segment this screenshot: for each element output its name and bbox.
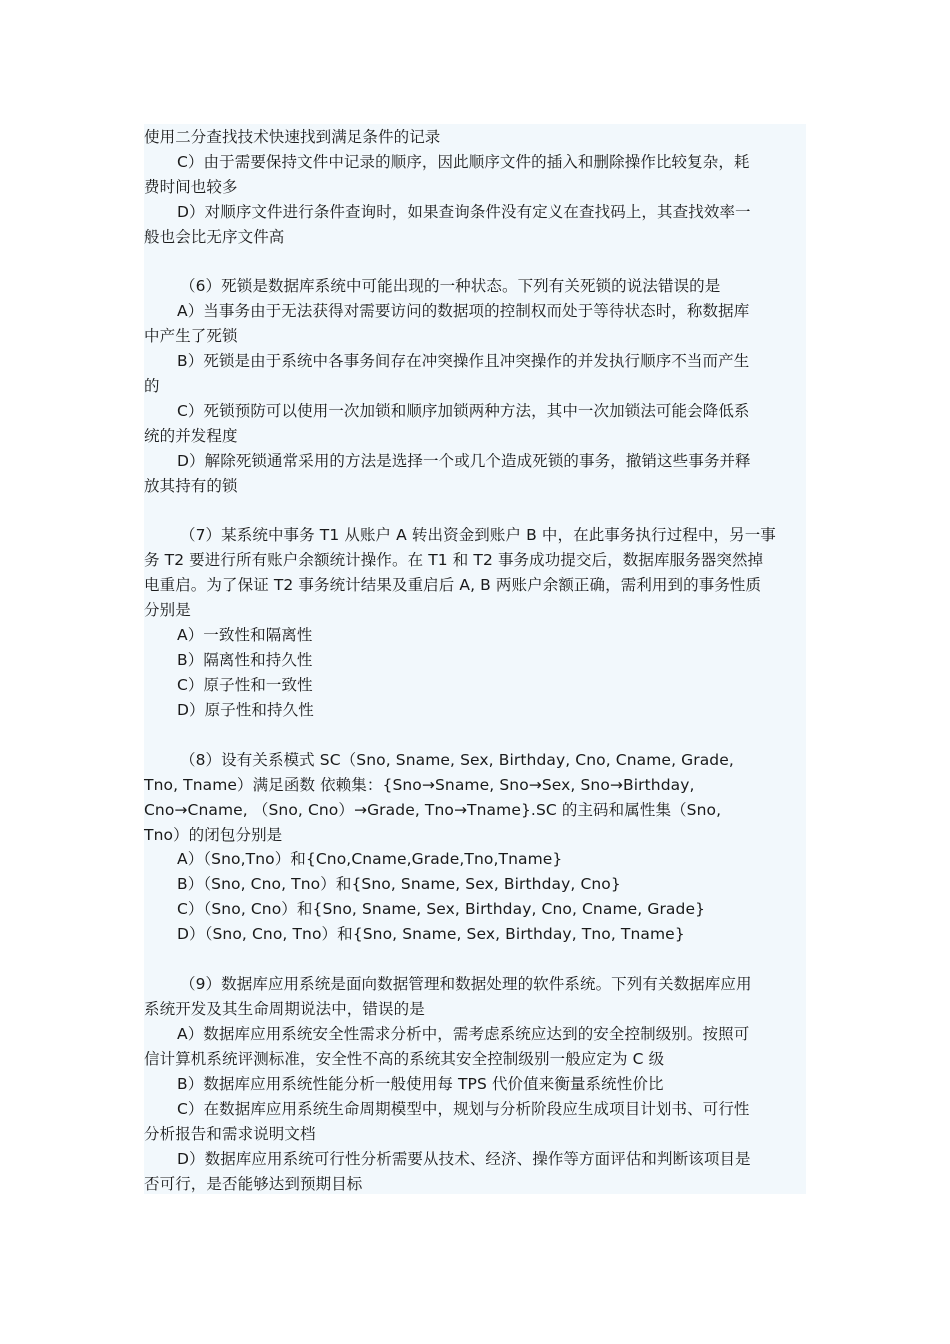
option-c: C）由于需要保持文件中记录的顺序，因此顺序文件的插入和删除操作比较复杂，耗 — [177, 153, 750, 171]
option-a: A）一致性和隔离性 — [177, 626, 313, 644]
text-line: Tno）的闭包分别是 — [144, 826, 283, 844]
option-b: B）数据库应用系统性能分析一般使用每 TPS 代价值来衡量系统性价比 — [177, 1075, 664, 1093]
text-line: 分析报告和需求说明文档 — [144, 1125, 316, 1143]
option-d: D）解除死锁通常采用的方法是选择一个或几个造成死锁的事务，撤销这些事务并释 — [177, 452, 751, 470]
text-line: 系统开发及其生命周期说法中，错误的是 — [144, 1000, 425, 1018]
option-b: B）死锁是由于系统中各事务间存在冲突操作且冲突操作的并发执行顺序不当而产生 — [177, 352, 750, 370]
option-d: D）数据库应用系统可行性分析需要从技术、经济、操作等方面评估和判断该项目是 — [177, 1150, 751, 1168]
option-b: B）（Sno, Cno, Tno）和{Sno, Sname, Sex, Birthday, Cno} — [177, 875, 621, 893]
text-line: Tno, Tname）满足函数 依赖集：{Sno→Sname, Sno→Sex, Sno→Birthday, — [144, 776, 695, 794]
text-line: 般也会比无序文件高 — [144, 228, 285, 246]
option-a: A）（Sno,Tno）和{Cno,Cname,Grade,Tno,Tname} — [177, 850, 563, 868]
text-line: 务 T2 要进行所有账户余额统计操作。在 T1 和 T2 事务成功提交后，数据库服务器突然掉 — [144, 551, 764, 569]
text-line: 使用二分查找技术快速找到满足条件的记录 — [144, 128, 441, 146]
option-c: C）原子性和一致性 — [177, 676, 313, 694]
text-line: 电重启。为了保证 T2 事务统计结果及重启后 A, B 两账户余额正确，需利用到的事务性质 — [144, 576, 762, 594]
text-line: 否可行，是否能够达到预期目标 — [144, 1175, 363, 1193]
text-line: 中产生了死锁 — [144, 327, 238, 345]
text-line: 费时间也较多 — [144, 178, 238, 196]
text-line: 的 — [144, 377, 160, 395]
text-line: Cno→Cname, （Sno, Cno）→Grade, Tno→Tname}.SC 的主码和属性集（Sno, — [144, 801, 722, 819]
option-a: A）数据库应用系统安全性需求分析中，需考虑系统应达到的安全控制级别。按照可 — [177, 1025, 750, 1043]
option-c: C）死锁预防可以使用一次加锁和顺序加锁两种方法，其中一次加锁法可能会降低系 — [177, 402, 750, 420]
text-line: 信计算机系统评测标准，安全性不高的系统其安全控制级别一般应定为 C 级 — [144, 1050, 665, 1068]
text-line: 统的并发程度 — [144, 427, 238, 445]
option-d: D）对顺序文件进行条件查询时，如果查询条件没有定义在查找码上，其查找效率一 — [177, 203, 751, 221]
option-b: B）隔离性和持久性 — [177, 651, 313, 669]
option-c: C）在数据库应用系统生命周期模型中，规划与分析阶段应生成项目计划书、可行性 — [177, 1100, 750, 1118]
question-7: （7）某系统中事务 T1 从账户 A 转出资金到账户 B 中，在此事务执行过程中，另一事 — [180, 526, 776, 544]
text-line: 分别是 — [144, 601, 191, 619]
option-d: D）（Sno, Cno, Tno）和{Sno, Sname, Sex, Birthday, Tno, Tname} — [177, 925, 685, 943]
option-d: D）原子性和持久性 — [177, 701, 314, 719]
question-8: （8）设有关系模式 SC（Sno, Sname, Sex, Birthday, Cno, Cname, Grade, — [180, 751, 734, 769]
question-6: （6）死锁是数据库系统中可能出现的一种状态。下列有关死锁的说法错误的是 — [180, 277, 721, 295]
document-page — [144, 124, 806, 1194]
option-a: A）当事务由于无法获得对需要访问的数据项的控制权而处于等待状态时，称数据库 — [177, 302, 750, 320]
option-c: C）（Sno, Cno）和{Sno, Sname, Sex, Birthday, Cno, Cname, Grade} — [177, 900, 706, 918]
text-line: 放其持有的锁 — [144, 477, 238, 495]
question-9: （9）数据库应用系统是面向数据管理和数据处理的软件系统。下列有关数据库应用 — [180, 975, 752, 993]
